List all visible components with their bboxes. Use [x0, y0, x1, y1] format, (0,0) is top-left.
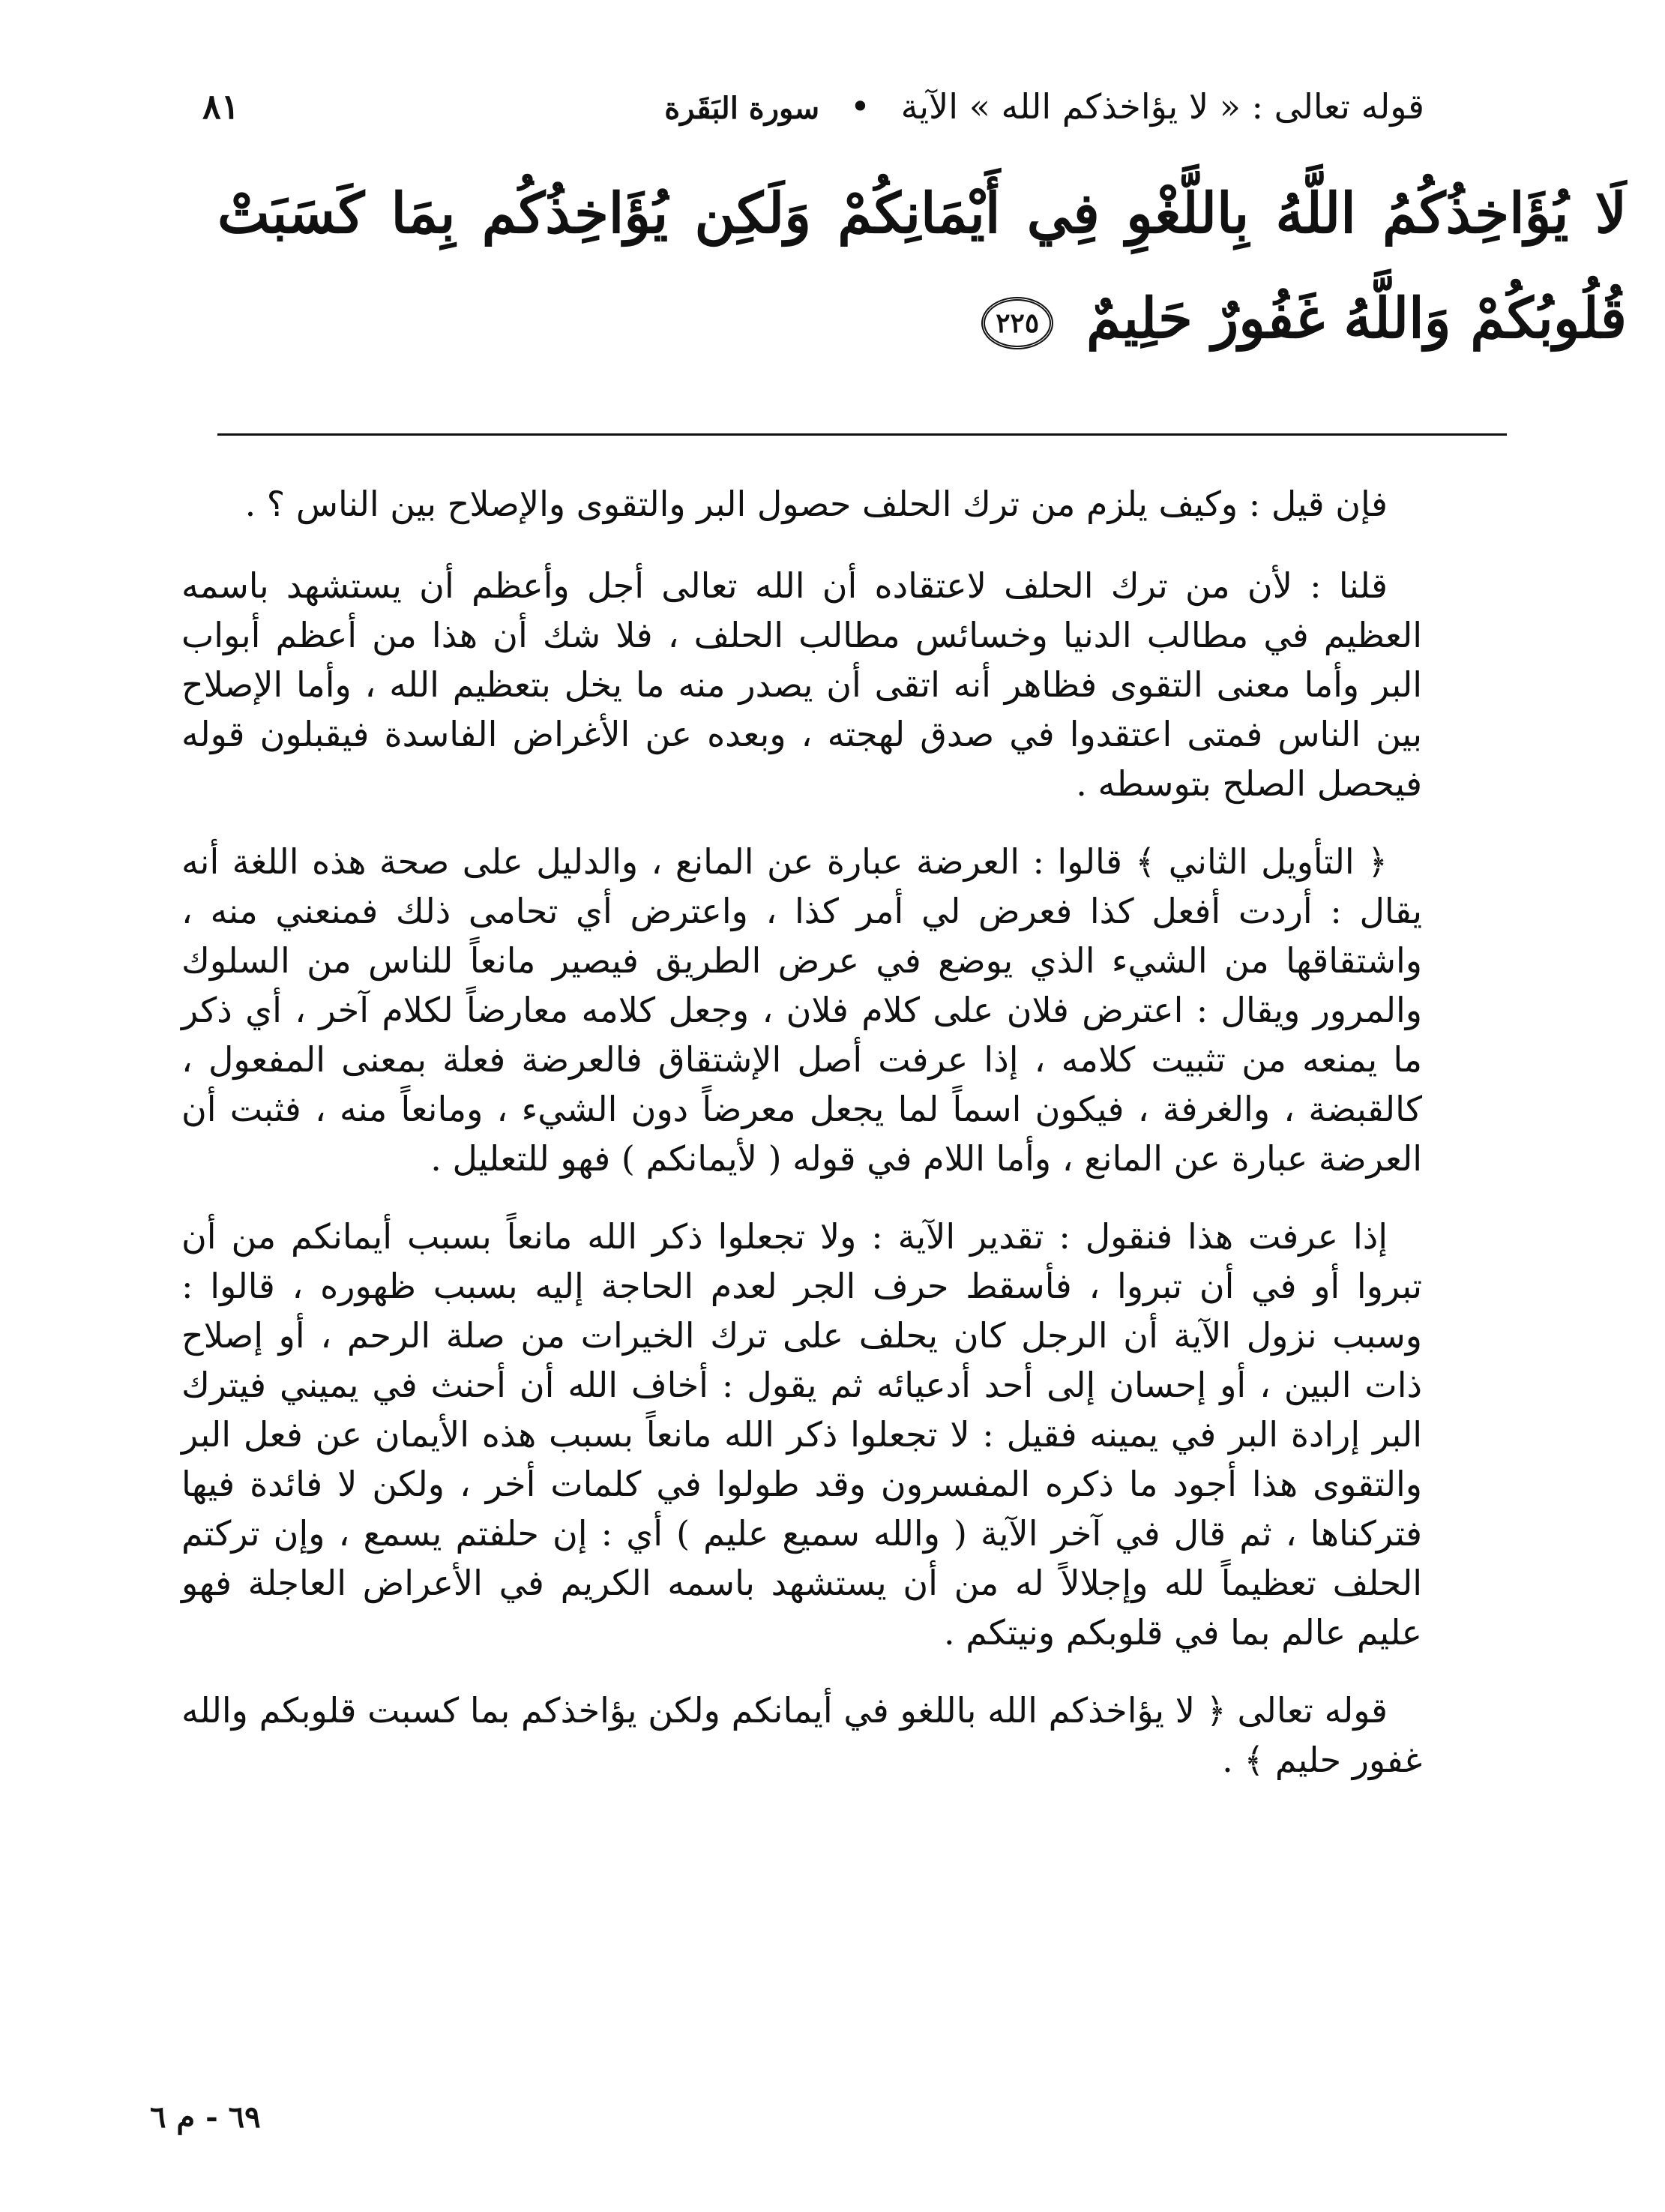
verse-text: لَا يُؤَاخِذُكُمُ اللَّهُ بِاللَّغْوِ فِي أَيْمَانِكُمْ وَلَكِن يُؤَاخِذُكُم بِمَا كَسَبَتْ قُلُوبُكُمْ وَاللَّهُ غَفُورٌ حَلِيمٌ — [217, 181, 1627, 351]
paragraph: قوله تعالى ﴿ لا يؤاخذكم الله باللغو في أيمانكم ولكن يؤاخذكم بما كسبت قلوبكم والله غفور حليم ﴾ . — [181, 1690, 1422, 1780]
paragraph: فإن قيل : وكيف يلزم من ترك الحلف حصول البر والتقوى والإصلاح بين الناس ؟ . — [244, 484, 1388, 524]
separator-rule — [217, 433, 1507, 436]
page-header — [202, 69, 1424, 144]
running-title — [642, 86, 1424, 127]
paragraph: إذا عرفت هذا فنقول : تقدير الآية : ولا تجعلوا ذكر الله مانعاً بسبب أيمانكم من أن تبروا أو في أن تبروا ، فأسقط حرف الجر لعدم الحاجة إليه بسبب ظهوره ، قالوا : وسبب نزول الآية أن الرجل كان يحلف على ترك الخيرات من صلة الرحم ، أو إصلاح ذات البين ، أو إحسان إلى أحد أدعيائه ثم يقول : أخاف الله أن أحنث في يميني فيترك البر إرادة البر في يمينه فقيل : لا تجعلوا ذكر الله مانعاً بسبب هذه الأيمان عن فعل البر والتقوى هذا أجود ما ذكره المفسرون وقد طولوا في كلمات أخر ، ولكن لا فائدة فيها فتركناها ، ثم قال في آخر الآية ( والله سميع عليم ) أي : إن حلفتم يسمع ، وإن تركتم الحلف تعظيماً لله وإجلالاً له من أن يستشهد باسمه الكريم في الأعراض العاجلة فهو عليم عالم بما في قلوبكم ونيتكم . — [181, 1216, 1422, 1653]
paragraph: قلنا : لأن من ترك الحلف لاعتقاده أن الله تعالى أجل وأعظم أن يستشهد باسمه العظيم في مطالب الدنيا وخسائس مطالب الحلف ، فلا شك أن هذا من أعظم أبواب البر وأما معنى التقوى فظاهر أنه اتقى أن يصدر منه ما يخل بتعظيم الله ، وأما الإصلاح بين الناس فمتى اعتقدوا في صدق لهجته ، وبعده عن الأغراض الفاسدة فيقبلون قوله فيحصل الصلح بتوسطه . — [181, 565, 1422, 804]
paragraph: ﴿ التأويل الثاني ﴾ قالوا : العرضة عبارة عن المانع ، والدليل على صحة هذه اللغة أنه يقال : أردت أفعل كذا فعرض لي أمر كذا ، واعترض أي تحامى ذلك فمنعني منه ، واشتقاقها من الشيء الذي يوضع في عرض الطريق فيصير مانعاً للناس من السلوك والمرور ويقال : اعترض فلان على كلام فلان ، وجعل كلامه معارضاً لكلام آخر ، أي ذكر ما يمنعه من تثبيت كلامه ، إذا عرفت أصل الإشتقاق فالعرضة فعلة بمعنى المفعول ، كالقبضة ، والغرفة ، فيكون اسماً لما يجعل معرضاً دون الشيء ، ومانعاً منه ، فثبت أن العرضة عبارة عن المانع ، وأما اللام في قوله ( لأيمانكم ) فهو للتعليل . — [181, 841, 1422, 1179]
verse-number-marker: ٢٢٥ — [981, 297, 1053, 349]
surah-name: سورة البَقَرة — [664, 91, 820, 126]
printer-signature: ٦٩ - م ٦ — [150, 2100, 261, 2135]
title-separator: • — [849, 86, 870, 127]
commentary-body — [181, 465, 1422, 1803]
running-title-text: قوله تعالى : « لا يؤاخذكم الله » الآية — [900, 86, 1424, 127]
quran-verse — [217, 161, 1627, 409]
page-number: ٨١ — [202, 86, 240, 127]
